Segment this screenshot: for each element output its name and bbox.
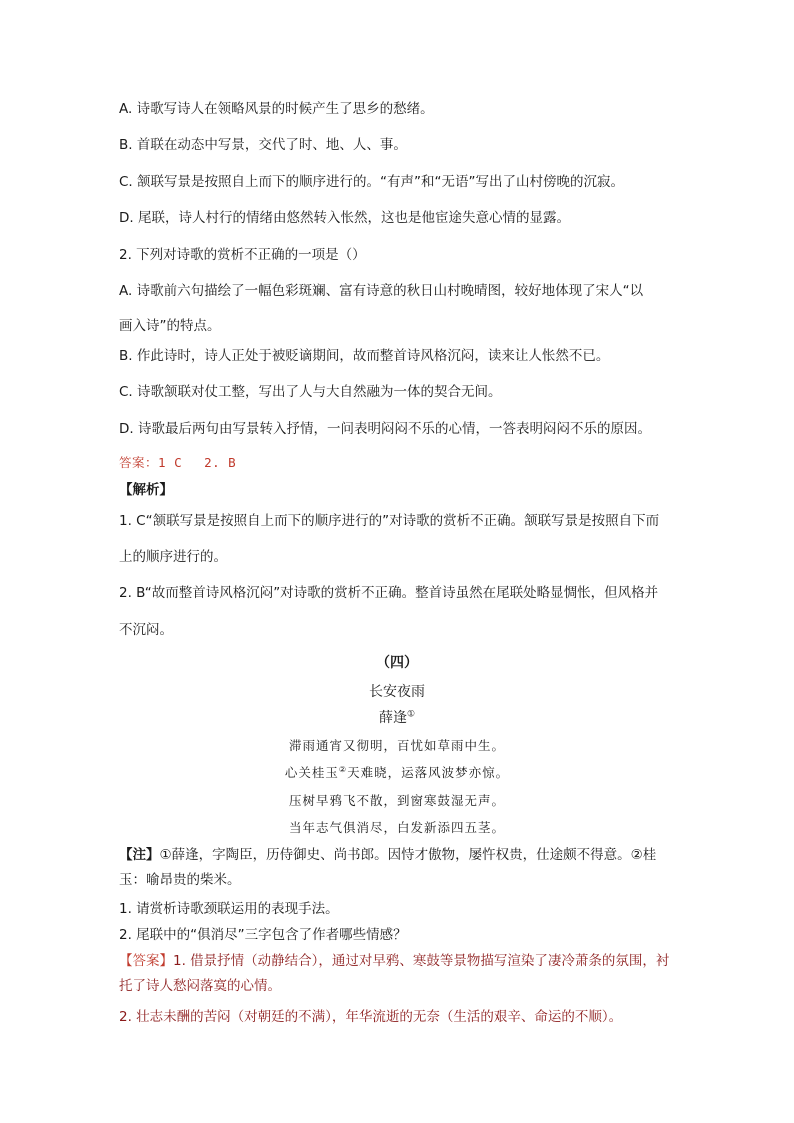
poem-line-3: 压树早鸦飞不散，到窗寒鼓湿无声。 — [288, 793, 505, 808]
q4-question-1: 1. 请赏析诗歌颈联运用的表现手法。 — [119, 901, 339, 917]
q4-answer-1 — [119, 949, 679, 999]
answer-2: 2. B — [204, 455, 237, 470]
q4-answer-2: 2. 壮志未酬的苦闷（对朝廷的不满），年华流逝的无奈（生活的艰辛、命运的不顺）。 — [119, 1009, 623, 1025]
q4-answer-label: 【答案】 — [119, 953, 173, 969]
poem-note — [119, 843, 679, 893]
analysis-1-line2: 上的顺序进行的。 — [119, 549, 227, 565]
q1-option-b: B. 首联在动态中写景，交代了时、地、人、事。 — [119, 137, 407, 153]
poem-line-2-part1: 心关桂玉 — [284, 765, 339, 780]
poem-author — [0, 707, 794, 727]
q2-stem: 2. 下列对诗歌的赏析不正确的一项是（） — [119, 247, 366, 263]
poem-line-4: 当年志气俱消尽，白发新添四五茎。 — [288, 820, 505, 835]
q4-answer-1-text: 1. 借景抒情（动静结合），通过对早鸦、寒鼓等景物描写渲染了凄冷萧条的氛围，衬托了诗人愁闷落寞的心情。 — [119, 953, 670, 994]
poem-line-1: 滞雨通宵又彻明，百忧如草雨中生。 — [288, 738, 505, 753]
q2-option-b: B. 作此诗时，诗人正处于被贬谪期间，故而整首诗风格沉闷，读来让人怅然不已。 — [119, 348, 610, 364]
poem-author-note-mark: ① — [406, 709, 416, 720]
poem-author-name: 薛逢 — [378, 710, 407, 726]
answer-line — [119, 453, 258, 473]
q4-question-2: 2. 尾联中的“俱消尽”三字包含了作者哪些情感？ — [119, 927, 407, 943]
poem-line-2 — [0, 763, 794, 781]
note-text: ①薛逢，字陶臣，历侍御史、尚书郎。因恃才傲物，屡忤权贵，仕途颇不得意。②桂玉：喻昂贵的柴米。 — [119, 847, 657, 888]
analysis-2-line2: 不沉闷。 — [119, 622, 173, 638]
poem-line-2-part2: 天难晓，运落风波梦亦惊。 — [347, 765, 510, 780]
poem-title: 长安夜雨 — [369, 684, 425, 700]
analysis-label: 【解析】 — [119, 482, 173, 498]
q2-option-a-line2: 画入诗”的特点。 — [119, 318, 221, 334]
q2-option-a-line1: A. 诗歌前六句描绘了一幅色彩斑斓、富有诗意的秋日山村晚晴图，较好地体现了宋人“以 — [119, 283, 644, 299]
answer-label: 答案： — [119, 455, 159, 470]
analysis-2-line1: 2. B“故而整首诗风格沉闷”对诗歌的赏析不正确。整首诗虽然在尾联处略显惆怅，但风格并 — [119, 585, 659, 601]
poem-line-2-note-mark: ② — [338, 764, 348, 774]
q1-option-c: C. 颔联写景是按照自上而下的顺序进行的。“有声”和“无语”写出了山村傍晚的沉寂。 — [119, 174, 624, 190]
analysis-1-line1: 1. C“颔联写景是按照自上而下的顺序进行的”对诗歌的赏析不正确。颔联写景是按照自下而 — [119, 513, 660, 529]
q2-option-c: C. 诗歌颔联对仗工整，写出了人与大自然融为一体的契合无间。 — [119, 384, 502, 400]
q1-option-d: D. 尾联，诗人村行的情绪由悠然转入怅然，这也是他宦途失意心情的显露。 — [119, 210, 570, 226]
note-label: 【注】 — [119, 847, 160, 863]
q2-option-d: D. 诗歌最后两句由写景转入抒情，一问表明闷闷不乐的心情，一答表明闷闷不乐的原因。 — [119, 421, 651, 437]
section-number: （四） — [376, 655, 418, 671]
q1-option-a: A. 诗歌写诗人在领略风景的时候产生了思乡的愁绪。 — [119, 101, 434, 117]
answer-1: 1 C — [158, 455, 183, 470]
